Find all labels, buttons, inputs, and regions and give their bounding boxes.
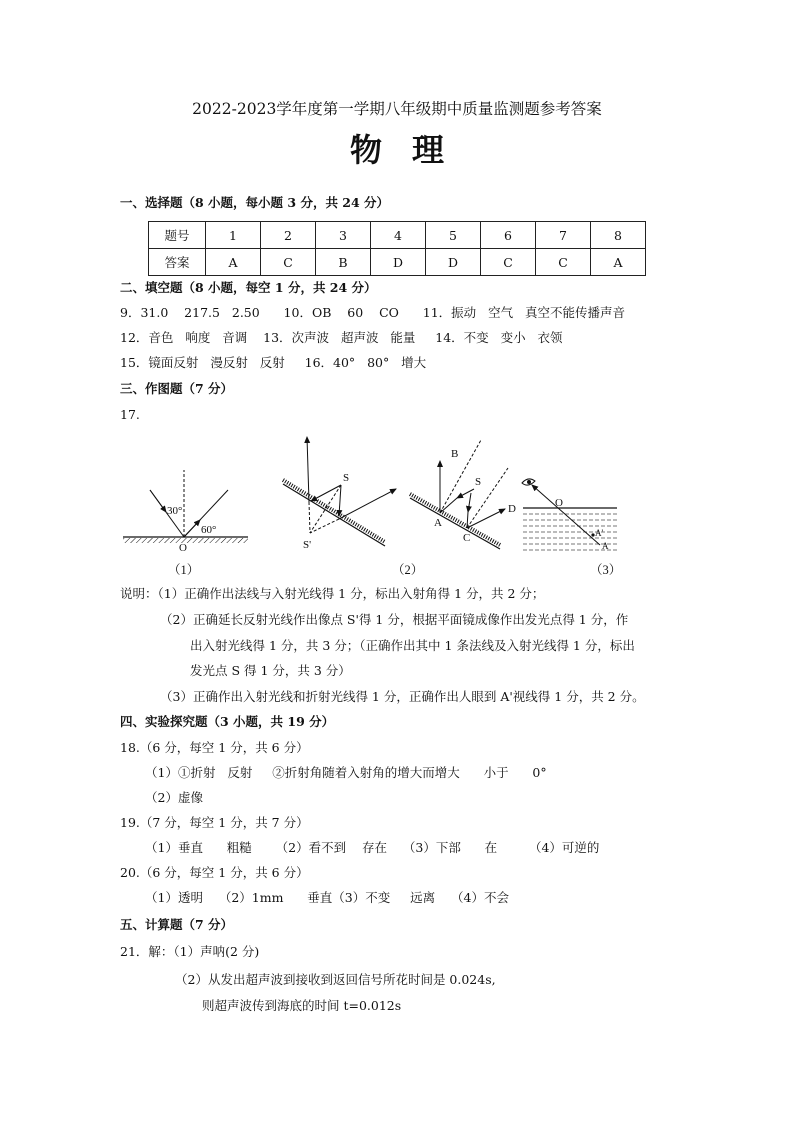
angle-label: 60°: [201, 524, 217, 536]
table-cell: D: [371, 249, 426, 276]
table-cell: D: [426, 249, 481, 276]
reflection-diagram-1: [123, 470, 248, 554]
question-line: （2）从发出超声波到接收到返回信号所花时间是 0.024s,: [175, 972, 496, 987]
mirror-diagram-2b: [410, 440, 516, 549]
question-line: 则超声波传到海底的时间 t=0.012s: [202, 998, 402, 1013]
question-number: 17.: [120, 407, 140, 422]
diagram-caption: （3）: [590, 563, 622, 577]
table-cell: 3: [316, 222, 371, 249]
diagram-caption: （2）: [392, 563, 424, 577]
table-cell: 4: [371, 222, 426, 249]
point-label: D: [508, 503, 516, 515]
point-label: A: [602, 541, 609, 551]
table-cell: C: [261, 249, 316, 276]
table-header: 题号: [149, 222, 206, 249]
fill-answer-line: 12．音色 响度 音调 13．次声波 超声波 能量 14．不变 变小 衣领: [120, 330, 563, 345]
point-label: O: [555, 497, 563, 509]
question-line: （2）虚像: [145, 790, 203, 805]
question-line: （1）垂直 粗糙 （2）看不到 存在 （3）下部 在 （4）可逆的: [145, 840, 600, 855]
table-cell: A: [591, 249, 646, 276]
angle-label: 30°: [167, 505, 183, 517]
table-cell: 7: [536, 222, 591, 249]
scoring-note: 说明：（1）正确作出法线与入射光线得 1 分，标出入射角得 1 分，共 2 分；: [120, 586, 545, 601]
table-cell: C: [536, 249, 591, 276]
point-label: A': [595, 528, 604, 538]
question-line: （1）①折射 反射 ②折射角随着入射角的增大而增大 小于 0°: [145, 765, 547, 780]
section-heading-drawing: 三、作图题（7 分）: [120, 381, 234, 396]
question-line: 18.（6 分，每空 1 分，共 6 分）: [120, 740, 309, 755]
document-title: 2022-2023学年度第一学期八年级期中质量监测题参考答案: [192, 100, 602, 118]
scoring-note: 发光点 S 得 1 分，共 3 分）: [190, 663, 351, 678]
table-cell: C: [481, 249, 536, 276]
point-label: S: [343, 472, 350, 484]
section-heading-calculation: 五、计算题（7 分）: [120, 917, 234, 932]
section-heading-choice: 一、选择题（8 小题，每小题 3 分，共 24 分）: [120, 195, 390, 210]
refraction-diagram-3: [522, 479, 621, 577]
point-label: B: [451, 448, 459, 460]
table-cell: B: [316, 249, 371, 276]
point-label: S': [303, 539, 312, 551]
fill-answer-line: 15．镜面反射 漫反射 反射 16．40° 80° 增大: [120, 355, 427, 370]
point-label: C: [463, 532, 471, 544]
question-line: 19.（7 分，每空 1 分，共 7 分）: [120, 815, 309, 830]
question-line: （1）透明 （2）1mm 垂直（3）不变 远离 （4）不会: [145, 890, 509, 905]
table-cell: 2: [261, 222, 316, 249]
diagram-caption: （1）: [168, 563, 200, 577]
fill-answer-line: 9．31.0 217.5 2.50 10．OB 60 CO 11．振动 空气 真空不能传播声音: [120, 305, 625, 320]
mirror-diagram-2: [283, 437, 423, 577]
point-label: O: [179, 542, 187, 554]
section-heading-fill: 二、填空题（8 小题，每空 1 分，共 24 分）: [120, 280, 377, 295]
table-cell: 1: [206, 222, 261, 249]
scoring-note: 出入射光线得 1 分，共 3 分；（正确作出其中 1 条法线及入射光线得 1 分，标出: [190, 638, 635, 653]
point-label: S: [475, 476, 482, 488]
scoring-note: （3）正确作出入射光线和折射光线得 1 分，正确作出人眼到 A'视线得 1 分，共 2 分。: [160, 689, 645, 704]
question-line: 20.（6 分，每空 1 分，共 6 分）: [120, 865, 309, 880]
section-heading-experiment: 四、实验探究题（3 小题，共 19 分）: [120, 714, 335, 729]
point-label: A: [434, 517, 442, 529]
table-cell: 5: [426, 222, 481, 249]
table-header: 答案: [149, 249, 206, 276]
scoring-note: （2）正确延长反射光线作出像点 S'得 1 分，根据平面镜成像作出发光点得 1 分，作: [160, 612, 629, 627]
table-cell: A: [206, 249, 261, 276]
question-line: 21．解：（1）声呐(2 分): [120, 944, 260, 959]
subject-heading: 物理: [349, 131, 474, 169]
table-cell: 8: [591, 222, 646, 249]
table-cell: 6: [481, 222, 536, 249]
